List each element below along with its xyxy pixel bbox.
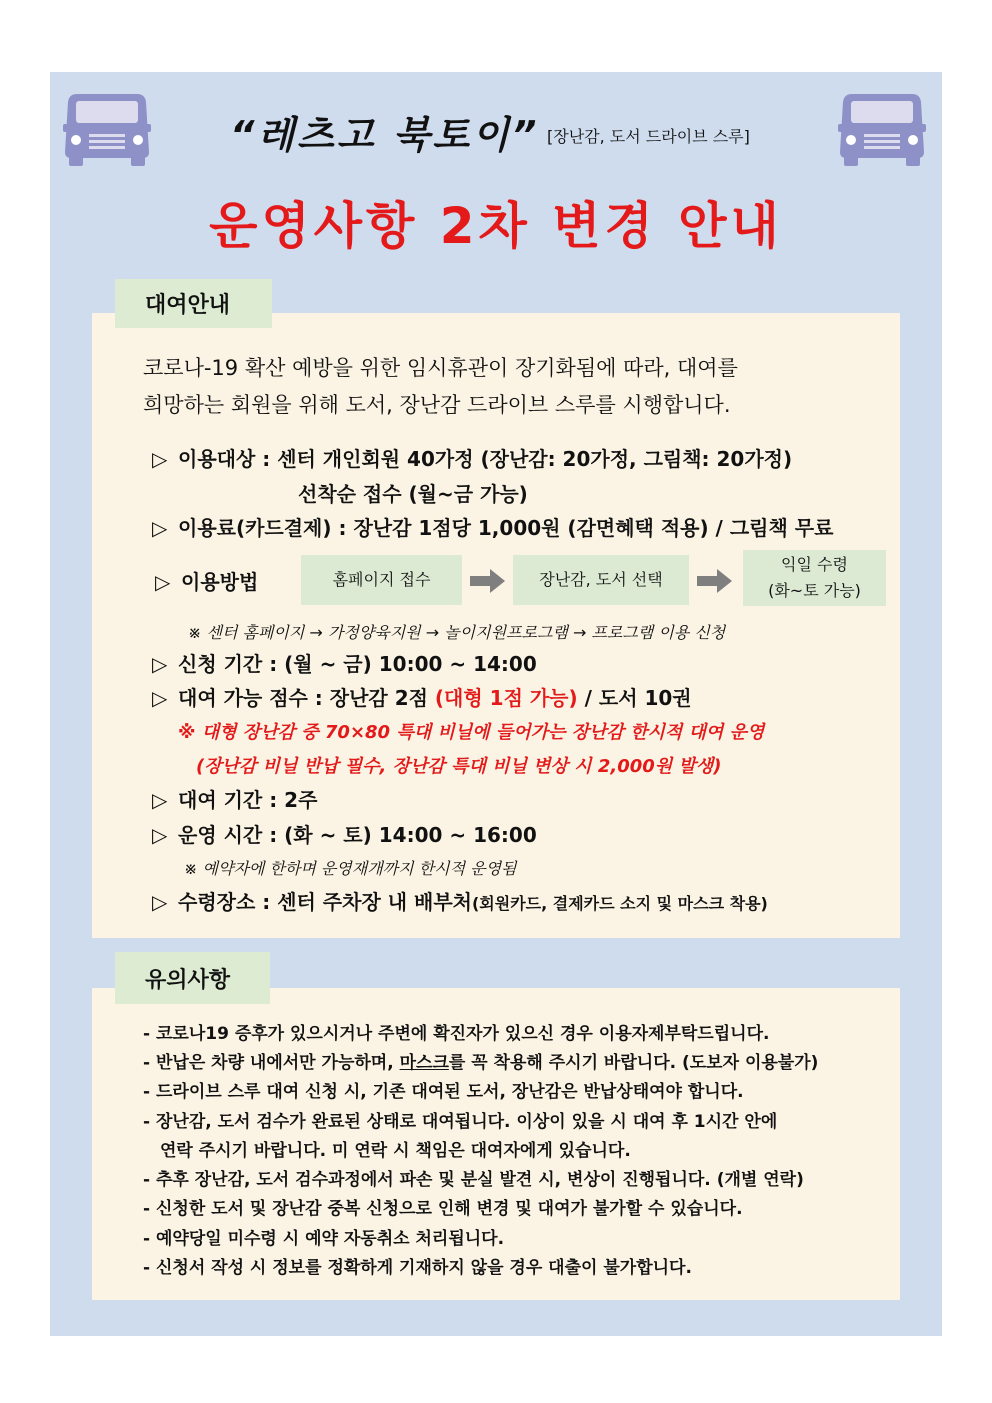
rule-item-continued: 연락 주시기 바랍니다. 미 연락 시 책임은 대여자에게 있습니다. bbox=[160, 1141, 631, 1161]
fee-item bbox=[152, 512, 833, 541]
rule-item: - 신청한 도서 및 장난감 중복 신청으로 인해 변경 및 대여가 불가할 수 있습니다. bbox=[143, 1199, 743, 1219]
triangle-bullet-icon: ▷ bbox=[152, 890, 168, 914]
rule-item: - 추후 장난감, 도서 검수과정에서 파손 및 분실 발견 시, 변상이 진행됩니다. (개별 연락) bbox=[143, 1170, 804, 1190]
step-sublabel: (화~토 가능) bbox=[768, 581, 861, 600]
apply-period-item bbox=[152, 648, 537, 677]
intro-line-2: 희망하는 회원을 위해 도서, 장난감 드라이브 스루를 시행합니다. bbox=[143, 393, 731, 417]
method-item bbox=[155, 566, 258, 595]
triangle-bullet-icon: ▷ bbox=[152, 516, 168, 540]
large-toy-note: ※ 대형 장난감 중 70×80 특대 비닐에 들어가는 장난감 한시적 대여 운영 bbox=[178, 722, 765, 743]
fee-text: 이용료(카드결제) : 장난감 1점당 1,000원 (감면혜택 적용) / 그림책 무료 bbox=[178, 516, 834, 540]
limit-prefix: 대여 가능 점수 : 장난감 2점 bbox=[178, 686, 435, 710]
rule-item: - 드라이브 스루 대여 신청 시, 기존 대여된 도서, 장난감은 반납상태여야 합니다. bbox=[143, 1082, 744, 1102]
van-icon bbox=[63, 90, 151, 168]
rule-item: - 신청서 작성 시 정보를 정확하게 기재하지 않을 경우 대출이 불가합니다. bbox=[143, 1258, 692, 1278]
large-toy-subnote: (장난감 비닐 반납 필수, 장난감 특대 비닐 변상 시 2,000원 발생) bbox=[196, 756, 722, 777]
triangle-bullet-icon: ▷ bbox=[152, 823, 168, 847]
target-line-2: 선착순 접수 (월~금 가능) bbox=[298, 482, 528, 506]
target-text: 이용대상 : 센터 개인회원 40가정 (장난감: 20가정, 그림책: 20가정) bbox=[178, 447, 793, 471]
arrow-right-icon bbox=[697, 568, 733, 594]
rule-item: - 코로나19 증후가 있으시거나 주변에 확진자가 있으신 경우 이용자제부탁드립니다. bbox=[143, 1024, 770, 1044]
hours-note: ※ 예약자에 한하며 운영재개까지 한시적 운영됨 bbox=[184, 859, 517, 878]
rental-period-text: 대여 기간 : 2주 bbox=[178, 788, 318, 812]
method-note: ※ 센터 홈페이지 → 가정양육지원 → 놀이지원프로그램 → 프로그램 이용 신청 bbox=[188, 623, 726, 642]
van-icon bbox=[838, 90, 926, 168]
rule-text: - 반납은 차량 내에서만 가능하며, bbox=[143, 1053, 400, 1073]
program-title: “레츠고 북토이” bbox=[230, 113, 540, 157]
triangle-bullet-icon: ▷ bbox=[155, 570, 171, 594]
triangle-bullet-icon: ▷ bbox=[152, 788, 168, 812]
page-headline: 운영사항 2차 변경 안내 bbox=[209, 197, 783, 255]
rental-period-item bbox=[152, 784, 317, 813]
apply-period-text: 신청 기간 : (월 ~ 금) 10:00 ~ 14:00 bbox=[178, 652, 537, 676]
rule-underlined: 마스크 bbox=[399, 1053, 449, 1073]
target-item bbox=[152, 443, 792, 472]
limit-item bbox=[152, 682, 692, 711]
rule-item: - 예약당일 미수령 시 예약 자동취소 처리됩니다. bbox=[143, 1229, 505, 1249]
step-select bbox=[513, 555, 689, 605]
rule-item: - 장난감, 도서 검수가 완료된 상태로 대여됩니다. 이상이 있을 시 대여 후 1시간 안에 bbox=[143, 1112, 778, 1132]
step-label: 장난감, 도서 선택 bbox=[539, 570, 663, 589]
step-label: 홈페이지 접수 bbox=[332, 570, 431, 589]
method-label: 이용방법 bbox=[181, 570, 259, 594]
triangle-bullet-icon: ▷ bbox=[152, 686, 168, 710]
pickup-item bbox=[152, 886, 768, 915]
notes-tab: 유의사항 bbox=[115, 952, 270, 1004]
triangle-bullet-icon: ▷ bbox=[152, 447, 168, 471]
hours-item bbox=[152, 819, 537, 848]
rule-text: 를 꼭 착용해 주시기 바랍니다. (도보자 이용불가) bbox=[448, 1053, 819, 1073]
step-homepage bbox=[301, 555, 462, 605]
step-pickup bbox=[743, 550, 886, 606]
arrow-right-icon bbox=[470, 568, 506, 594]
triangle-bullet-icon: ▷ bbox=[152, 652, 168, 676]
pickup-condition: (회원카드, 결제카드 소지 및 마스크 착용) bbox=[471, 894, 768, 913]
intro-line-1: 코로나-19 확산 예방을 위한 임시휴관이 장기화됨에 따라, 대여를 bbox=[143, 356, 738, 380]
pickup-text: 수령장소 : 센터 주차장 내 배부처 bbox=[178, 890, 472, 914]
rule-item bbox=[143, 1048, 818, 1073]
hours-text: 운영 시간 : (화 ~ 토) 14:00 ~ 16:00 bbox=[178, 823, 537, 847]
rental-tab: 대여안내 bbox=[115, 279, 272, 328]
limit-suffix: / 도서 10권 bbox=[577, 686, 692, 710]
limit-large: (대형 1점 가능) bbox=[434, 686, 578, 710]
step-label: 익일 수령 bbox=[781, 555, 848, 574]
program-subtitle: [장난감, 도서 드라이브 스루] bbox=[547, 127, 750, 146]
